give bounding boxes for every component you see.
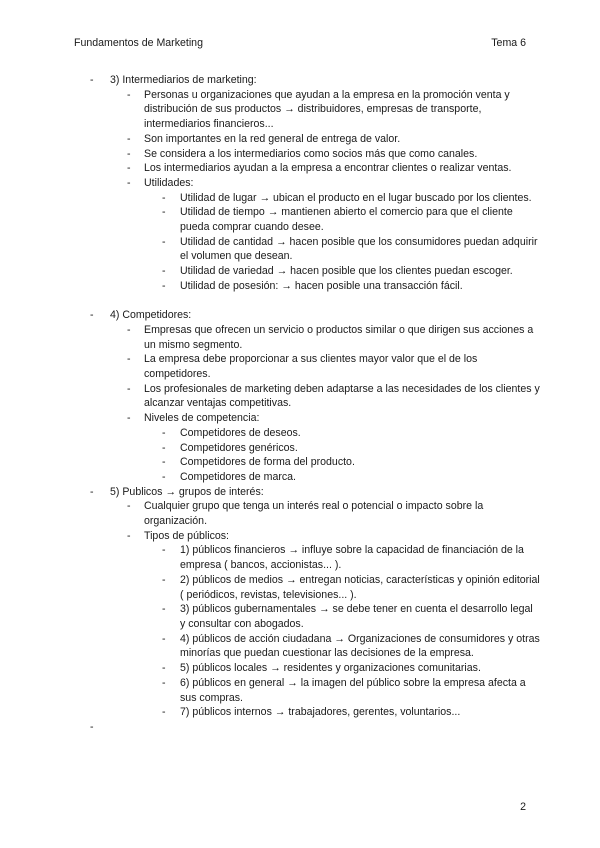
list-item-text: Son importantes en la red general de entrega de valor. — [144, 132, 401, 145]
bullet-dash: - — [162, 603, 166, 616]
section-title: 5) Publicos → grupos de interés: — [110, 485, 264, 498]
nested-list-item — [90, 455, 540, 470]
nested-item-text: 4) públicos de acción ciudadana → Organizaciones de consumidores y otras minorías que puedan cuestionar las decisiones de la empresa. — [180, 632, 540, 660]
nested-list-item — [90, 235, 540, 264]
header-course-title: Fundamentos de Marketing — [74, 37, 203, 49]
bullet-dash: - — [127, 323, 131, 336]
nested-list-item — [90, 441, 540, 456]
bullet-dash: - — [127, 162, 131, 175]
bullet-dash: - — [162, 573, 166, 586]
nested-item-text: Utilidad de posesión: → hacen posible una transacción fácil. — [180, 279, 463, 292]
nested-list-item — [90, 661, 540, 676]
bullet-dash: - — [162, 441, 166, 454]
bullet-dash: - — [162, 456, 166, 469]
section-title: 4) Competidores: — [110, 309, 192, 322]
list-item-text: Cualquier grupo que tenga un interés real o potencial o impacto sobre la organización. — [144, 500, 484, 528]
nested-item-text: Competidores de deseos. — [180, 426, 301, 439]
empty-bullet-item — [90, 720, 540, 735]
list-item-text: Tipos de públicos: — [144, 529, 229, 542]
section-sublist — [110, 323, 540, 485]
nested-item-text: 5) públicos locales → residentes y organizaciones comunitarias. — [180, 662, 481, 675]
bullet-dash: - — [90, 485, 94, 498]
section-item — [90, 308, 540, 484]
bullet-dash: - — [162, 662, 166, 675]
list-item-text: Utilidades: — [144, 176, 194, 189]
document-body — [90, 73, 540, 735]
nested-list-item — [90, 705, 540, 720]
nested-sublist — [144, 191, 540, 294]
bullet-dash: - — [127, 88, 131, 101]
bullet-dash: - — [162, 632, 166, 645]
nested-item-text: 3) públicos gubernamentales → se debe tener en cuenta el desarrollo legal y consultar con abogados. — [180, 603, 533, 630]
bullet-dash: - — [162, 206, 166, 219]
header-topic: Tema 6 — [491, 37, 526, 49]
list-item-text: Se considera a los intermediarios como socios más que como canales. — [144, 147, 478, 160]
list-item — [90, 176, 540, 294]
nested-item-text: 1) públicos financieros → influye sobre la capacidad de financiación de la empresa ( bancos, accionistas... ). — [180, 544, 524, 572]
list-item — [90, 352, 540, 381]
list-item — [90, 382, 540, 411]
nested-item-text: Utilidad de cantidad → hacen posible que los consumidores puedan adquirir el volumen que desean. — [180, 235, 538, 263]
bullet-dash: - — [127, 147, 131, 160]
nested-item-text: Competidores genéricos. — [180, 441, 298, 454]
bullet-dash: - — [162, 544, 166, 557]
nested-list-item — [90, 264, 540, 279]
nested-item-text: 7) públicos internos → trabajadores, gerentes, voluntarios... — [180, 706, 461, 719]
bullet-dash: - — [90, 720, 94, 733]
page-number: 2 — [520, 801, 526, 813]
nested-list-item — [90, 470, 540, 485]
list-item-text: La empresa debe proporcionar a sus clientes mayor valor que el de los competidores. — [144, 353, 478, 381]
section-sublist — [110, 499, 540, 720]
nested-item-text: Utilidad de lugar → ubican el producto en el lugar buscado por los clientes. — [180, 191, 532, 204]
list-item-text: Los profesionales de marketing deben adaptarse a las necesidades de los clientes y alcanzar ventajas competitivas. — [144, 382, 540, 410]
section-sublist — [110, 88, 540, 294]
bullet-dash: - — [162, 279, 166, 292]
nested-item-text: Competidores de marca. — [180, 470, 296, 483]
nested-item-text: 6) públicos en general → la imagen del público sobre la empresa afecta a sus compras. — [180, 676, 526, 704]
nested-sublist — [144, 426, 540, 485]
bullet-dash: - — [90, 309, 94, 322]
bullet-dash: - — [162, 265, 166, 278]
nested-item-text: Competidores de forma del producto. — [180, 456, 355, 469]
bullet-dash: - — [127, 176, 131, 189]
nested-list-item — [90, 191, 540, 206]
list-item — [90, 323, 540, 352]
nested-item-text: 2) públicos de medios → entregan noticias, características y opinión editorial ( periódicos, revistas, televisiones... ). — [180, 573, 540, 601]
list-item-text: Los intermediarios ayudan a la empresa a encontrar clientes o realizar ventas. — [144, 162, 512, 175]
outline-list — [90, 73, 540, 735]
list-item — [90, 161, 540, 176]
list-item — [90, 499, 540, 528]
section-item — [90, 485, 540, 720]
bullet-dash: - — [127, 382, 131, 395]
bullet-dash: - — [162, 235, 166, 248]
list-item — [90, 411, 540, 485]
list-item-text: Personas u organizaciones que ayudan a la empresa en la promoción venta y distribución de sus productos → distribuidores, empresas de transporte, intermediarios financieros... — [144, 88, 510, 131]
nested-list-item — [90, 426, 540, 441]
blank-line — [90, 294, 540, 309]
bullet-dash: - — [127, 412, 131, 425]
bullet-dash: - — [127, 132, 131, 145]
nested-list-item — [90, 205, 540, 234]
list-item-text: Niveles de competencia: — [144, 412, 260, 425]
bullet-dash: - — [162, 191, 166, 204]
list-item — [90, 132, 540, 147]
nested-sublist — [144, 543, 540, 719]
list-item — [90, 529, 540, 720]
nested-item-text: Utilidad de tiempo → mantienen abierto el comercio para que el cliente pueda comprar cuando desee. — [180, 206, 513, 234]
section-item — [90, 73, 540, 294]
list-item — [90, 88, 540, 132]
nested-list-item — [90, 279, 540, 294]
nested-list-item — [90, 676, 540, 705]
bullet-dash: - — [162, 470, 166, 483]
nested-list-item — [90, 602, 540, 631]
bullet-dash: - — [162, 676, 166, 689]
nested-list-item — [90, 573, 540, 602]
bullet-dash: - — [162, 706, 166, 719]
bullet-dash: - — [90, 74, 94, 86]
list-item — [90, 147, 540, 162]
list-item-text: Empresas que ofrecen un servicio o productos similar o que dirigen sus acciones a un mismo segmento. — [144, 323, 534, 351]
bullet-dash: - — [162, 426, 166, 439]
section-title: 3) Intermediarios de marketing: — [110, 74, 257, 86]
bullet-dash: - — [127, 353, 131, 366]
nested-list-item — [90, 543, 540, 572]
nested-list-item — [90, 632, 540, 661]
nested-item-text: Utilidad de variedad → hacen posible que los clientes puedan escoger. — [180, 265, 513, 278]
bullet-dash: - — [127, 529, 131, 542]
bullet-dash: - — [127, 500, 131, 513]
